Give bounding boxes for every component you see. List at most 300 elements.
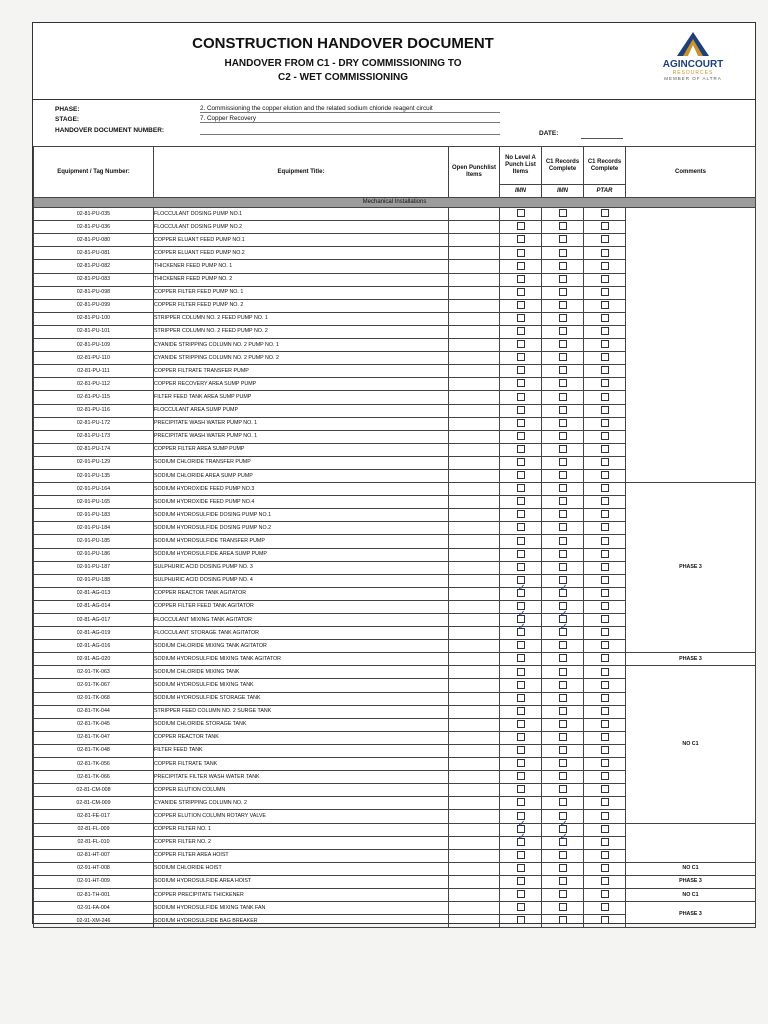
c1-records-ptar-checkbox[interactable] (601, 654, 609, 662)
equipment-title: COPPER ELUANT FEED PUMP NO.1 (154, 234, 449, 247)
checkbox-cell (584, 744, 626, 757)
c1-records-checkbox[interactable] (559, 406, 567, 414)
c1-records-ptar-checkbox[interactable] (601, 262, 609, 270)
c1-records-ptar-checkbox[interactable] (601, 812, 609, 820)
checkbox-cell (500, 784, 542, 797)
no-level-a-checkbox[interactable] (517, 471, 525, 479)
c1-records-checkbox[interactable] (559, 589, 567, 597)
c1-records-checkbox[interactable] (559, 314, 567, 322)
c1-records-ptar-checkbox[interactable] (601, 641, 609, 649)
no-level-a-checkbox[interactable] (517, 864, 525, 872)
equipment-tag: 02-81-TK-044 (34, 705, 154, 718)
comment-cell: PHASE 3 (626, 875, 756, 888)
checkbox-cell (500, 888, 542, 901)
c1-records-checkbox[interactable] (559, 733, 567, 741)
open-punchlist-cell (449, 469, 500, 482)
header-tag: Equipment / Tag Number: (34, 147, 154, 198)
c1-records-ptar-checkbox[interactable] (601, 877, 609, 885)
no-level-a-checkbox[interactable] (517, 550, 525, 558)
no-level-a-checkbox[interactable] (517, 681, 525, 689)
checkbox-cell (584, 784, 626, 797)
checkbox-cell (500, 496, 542, 509)
c1-records-ptar-checkbox[interactable] (601, 340, 609, 348)
no-level-a-checkbox[interactable] (517, 838, 525, 846)
no-level-a-checkbox[interactable] (517, 654, 525, 662)
c1-records-checkbox[interactable] (559, 772, 567, 780)
equipment-tag: 02-81-FE-017 (34, 810, 154, 823)
c1-records-checkbox[interactable] (559, 484, 567, 492)
c1-records-checkbox[interactable] (559, 301, 567, 309)
checkbox-cell (500, 430, 542, 443)
equipment-tag: 02-81-PU-082 (34, 260, 154, 273)
c1-records-ptar-checkbox[interactable] (601, 523, 609, 531)
no-level-a-checkbox[interactable] (517, 445, 525, 453)
header-no-level-a: No Level A Punch List Items (500, 147, 542, 185)
checkbox-cell (584, 299, 626, 312)
c1-records-ptar-checkbox[interactable] (601, 209, 609, 217)
c1-records-checkbox[interactable] (559, 654, 567, 662)
no-level-a-checkbox[interactable] (517, 209, 525, 217)
no-level-a-checkbox[interactable] (517, 851, 525, 859)
checkbox-cell (584, 614, 626, 627)
comment-cell: PHASE 3 (626, 653, 756, 666)
checkbox-cell (500, 797, 542, 810)
c1-records-ptar-checkbox[interactable] (601, 785, 609, 793)
c1-records-checkbox[interactable] (559, 641, 567, 649)
equipment-title: CYANIDE STRIPPING COLUMN NO. 2 (154, 797, 449, 810)
c1-records-checkbox[interactable] (559, 510, 567, 518)
no-level-a-checkbox[interactable] (517, 353, 525, 361)
checkbox-cell (542, 862, 584, 875)
c1-records-ptar-checkbox[interactable] (601, 445, 609, 453)
checkbox-cell (500, 548, 542, 561)
c1-records-checkbox[interactable] (559, 353, 567, 361)
open-punchlist-cell (449, 221, 500, 234)
open-punchlist-cell (449, 731, 500, 744)
equipment-title: COPPER FILTER AREA SUMP PUMP (154, 443, 449, 456)
open-punchlist-cell (449, 417, 500, 430)
checkbox-cell (584, 574, 626, 587)
no-level-a-checkbox[interactable] (517, 301, 525, 309)
equipment-title: FLOCCULANT AREA SUMP PUMP (154, 404, 449, 417)
c1-records-ptar-checkbox[interactable] (601, 393, 609, 401)
c1-records-ptar-checkbox[interactable] (601, 275, 609, 283)
comment-cell: PHASE 3 (626, 483, 756, 653)
c1-records-checkbox[interactable] (559, 235, 567, 243)
checkbox-cell (584, 718, 626, 731)
open-punchlist-cell (449, 862, 500, 875)
no-level-a-checkbox[interactable] (517, 641, 525, 649)
equipment-tag: 02-81-PU-174 (34, 443, 154, 456)
comment-cell: NO C1 (626, 888, 756, 901)
checkbox-cell (542, 771, 584, 784)
c1-records-ptar-checkbox[interactable] (601, 733, 609, 741)
no-level-a-checkbox[interactable] (517, 720, 525, 728)
c1-records-ptar-checkbox[interactable] (601, 628, 609, 636)
c1-records-checkbox[interactable] (559, 523, 567, 531)
open-punchlist-cell (449, 692, 500, 705)
checkbox-cell (542, 469, 584, 482)
c1-records-ptar-checkbox[interactable] (601, 668, 609, 676)
open-punchlist-cell (449, 456, 500, 469)
no-level-a-checkbox[interactable] (517, 458, 525, 466)
checkbox-cell (500, 535, 542, 548)
no-level-a-checkbox[interactable] (517, 903, 525, 911)
equipment-tag: 02-81-FL-010 (34, 836, 154, 849)
checkbox-cell (500, 744, 542, 757)
equipment-tag: 02-91-XM-246 (34, 915, 154, 928)
c1-records-ptar-checkbox[interactable] (601, 563, 609, 571)
c1-records-checkbox[interactable] (559, 458, 567, 466)
equipment-tag: 02-81-PU-081 (34, 247, 154, 260)
comment-cell: NO C1 (626, 862, 756, 875)
equipment-tag: 02-81-PU-101 (34, 325, 154, 338)
c1-records-ptar-checkbox[interactable] (601, 916, 609, 924)
checkbox-cell (584, 548, 626, 561)
equipment-title: SULPHURIC ACID DOSING PUMP NO. 4 (154, 574, 449, 587)
no-level-a-checkbox[interactable] (517, 746, 525, 754)
no-level-a-checkbox[interactable] (517, 314, 525, 322)
c1-records-checkbox[interactable] (559, 340, 567, 348)
equipment-title: COPPER REACTOR TANK AGITATOR (154, 587, 449, 600)
c1-records-ptar-checkbox[interactable] (601, 772, 609, 780)
open-punchlist-cell (449, 640, 500, 653)
no-level-a-checkbox[interactable] (517, 275, 525, 283)
no-level-a-checkbox[interactable] (517, 379, 525, 387)
c1-records-ptar-checkbox[interactable] (601, 550, 609, 558)
c1-records-checkbox[interactable] (559, 720, 567, 728)
c1-records-checkbox[interactable] (559, 366, 567, 374)
c1-records-checkbox[interactable] (559, 681, 567, 689)
c1-records-checkbox[interactable] (559, 222, 567, 230)
open-punchlist-cell (449, 784, 500, 797)
no-level-a-checkbox[interactable] (517, 393, 525, 401)
c1-records-ptar-checkbox[interactable] (601, 406, 609, 414)
equipment-tag: 02-91-PU-129 (34, 456, 154, 469)
open-punchlist-cell (449, 836, 500, 849)
c1-records-ptar-checkbox[interactable] (601, 838, 609, 846)
table-row (34, 862, 756, 875)
equipment-title: SODIUM HYDROSULFIDE DOSING PUMP NO.1 (154, 509, 449, 522)
c1-records-checkbox[interactable] (559, 694, 567, 702)
c1-records-ptar-checkbox[interactable] (601, 615, 609, 623)
checkbox-cell (584, 430, 626, 443)
c1-records-checkbox[interactable] (559, 877, 567, 885)
table-row (34, 666, 756, 679)
table-row (34, 902, 756, 915)
equipment-tag: 02-81-PU-111 (34, 365, 154, 378)
company-logo (633, 31, 753, 81)
c1-records-checkbox[interactable] (559, 249, 567, 257)
checkbox-cell (584, 653, 626, 666)
checkbox-cell (584, 849, 626, 862)
c1-records-checkbox[interactable] (559, 445, 567, 453)
checkbox-cell (542, 312, 584, 325)
no-level-a-checkbox[interactable] (517, 890, 525, 898)
c1-records-ptar-checkbox[interactable] (601, 458, 609, 466)
equipment-tag: 02-81-PU-080 (34, 234, 154, 247)
checkbox-cell (584, 365, 626, 378)
document-title: CONSTRUCTION HANDOVER DOCUMENT (192, 35, 494, 52)
c1-records-checkbox[interactable] (559, 209, 567, 217)
equipment-tag: 02-81-PU-116 (34, 404, 154, 417)
date-field[interactable] (581, 138, 623, 139)
checkbox-cell (500, 875, 542, 888)
c1-records-ptar-checkbox[interactable] (601, 890, 609, 898)
checkbox-cell (542, 391, 584, 404)
open-punchlist-cell (449, 600, 500, 613)
no-level-a-checkbox[interactable] (517, 694, 525, 702)
header-open-punchlist: Open Punchlist Items (449, 147, 500, 198)
checkbox-cell (542, 234, 584, 247)
checkbox-cell (500, 653, 542, 666)
c1-records-ptar-checkbox[interactable] (601, 720, 609, 728)
checkbox-cell (584, 312, 626, 325)
equipment-title: SODIUM CHLORIDE TRANSFER PUMP (154, 456, 449, 469)
equipment-tag: 02-81-AG-013 (34, 587, 154, 600)
no-level-a-checkbox[interactable] (517, 235, 525, 243)
c1-records-ptar-checkbox[interactable] (601, 353, 609, 361)
checkbox-cell (500, 915, 542, 928)
section-row (34, 198, 756, 208)
no-level-a-checkbox[interactable] (517, 288, 525, 296)
open-punchlist-cell (449, 666, 500, 679)
c1-records-checkbox[interactable] (559, 785, 567, 793)
checkbox-cell (584, 496, 626, 509)
checkbox-cell (542, 849, 584, 862)
table-row (34, 208, 756, 221)
c1-records-ptar-checkbox[interactable] (601, 497, 609, 505)
c1-records-checkbox[interactable] (559, 432, 567, 440)
equipment-title: STRIPPER COLUMN NO. 2 FEED PUMP NO. 2 (154, 325, 449, 338)
checkbox-cell (584, 902, 626, 915)
no-level-a-checkbox[interactable] (517, 628, 525, 636)
checkbox-cell (584, 208, 626, 221)
table-row (34, 823, 756, 836)
c1-records-checkbox[interactable] (559, 707, 567, 715)
c1-records-ptar-checkbox[interactable] (601, 301, 609, 309)
equipment-tag: 02-81-PU-109 (34, 339, 154, 352)
open-punchlist-cell (449, 273, 500, 286)
section-title: Mechanical Installations (34, 198, 756, 208)
c1-records-ptar-checkbox[interactable] (601, 366, 609, 374)
checkbox-cell (584, 640, 626, 653)
c1-records-checkbox[interactable] (559, 288, 567, 296)
c1-records-ptar-checkbox[interactable] (601, 314, 609, 322)
open-punchlist-cell (449, 888, 500, 901)
equipment-title: PRECIPITATE WASH WATER PUMP NO. 1 (154, 417, 449, 430)
c1-records-ptar-checkbox[interactable] (601, 510, 609, 518)
equipment-title: FLOCCULANT STORAGE TANK AGITATOR (154, 627, 449, 640)
c1-records-checkbox[interactable] (559, 838, 567, 846)
equipment-tag: 02-81-PU-083 (34, 273, 154, 286)
checkbox-cell (542, 286, 584, 299)
no-level-a-checkbox[interactable] (517, 484, 525, 492)
handover-number-label: HANDOVER DOCUMENT NUMBER: (55, 127, 165, 134)
checkbox-cell (542, 273, 584, 286)
c1-records-ptar-checkbox[interactable] (601, 694, 609, 702)
checkbox-cell (584, 771, 626, 784)
checkbox-cell (542, 797, 584, 810)
no-level-a-checkbox[interactable] (517, 589, 525, 597)
checkbox-cell (584, 679, 626, 692)
no-level-a-checkbox[interactable] (517, 759, 525, 767)
c1-records-ptar-checkbox[interactable] (601, 864, 609, 872)
checkbox-cell (500, 522, 542, 535)
logo-subtitle: RESOURCES (672, 70, 714, 76)
equipment-tag: 02-81-AG-017 (34, 614, 154, 627)
no-level-a-checkbox[interactable] (517, 523, 525, 531)
checkbox-cell (500, 234, 542, 247)
equipment-title: SODIUM CHLORIDE MIXING TANK (154, 666, 449, 679)
open-punchlist-cell (449, 797, 500, 810)
equipment-title: CYANIDE STRIPPING COLUMN NO. 2 PUMP NO. 2 (154, 352, 449, 365)
comment-cell (626, 208, 756, 483)
open-punchlist-cell (449, 234, 500, 247)
checkbox-cell (500, 417, 542, 430)
c1-records-checkbox[interactable] (559, 903, 567, 911)
no-level-a-checkbox[interactable] (517, 668, 525, 676)
checkbox-cell (542, 325, 584, 338)
checkbox-cell (542, 784, 584, 797)
c1-records-checkbox[interactable] (559, 379, 567, 387)
c1-records-ptar-checkbox[interactable] (601, 589, 609, 597)
no-level-a-checkbox[interactable] (517, 510, 525, 518)
equipment-tag: 02-81-TK-045 (34, 718, 154, 731)
equipment-tag: 02-81-TH-001 (34, 888, 154, 901)
checkbox-cell (584, 692, 626, 705)
no-level-a-checkbox[interactable] (517, 733, 525, 741)
checkbox-cell (584, 273, 626, 286)
c1-records-ptar-checkbox[interactable] (601, 249, 609, 257)
equipment-title: CYANIDE STRIPPING COLUMN NO. 2 PUMP NO. 1 (154, 339, 449, 352)
c1-records-checkbox[interactable] (559, 851, 567, 859)
checkbox-cell (500, 365, 542, 378)
equipment-title: SODIUM CHLORIDE HOIST (154, 862, 449, 875)
table-row (34, 483, 756, 496)
c1-records-ptar-checkbox[interactable] (601, 327, 609, 335)
c1-records-checkbox[interactable] (559, 537, 567, 545)
c1-records-checkbox[interactable] (559, 419, 567, 427)
no-level-a-checkbox[interactable] (517, 406, 525, 414)
no-level-a-checkbox[interactable] (517, 340, 525, 348)
open-punchlist-cell (449, 561, 500, 574)
c1-records-ptar-checkbox[interactable] (601, 746, 609, 754)
no-level-a-checkbox[interactable] (517, 249, 525, 257)
no-level-a-checkbox[interactable] (517, 537, 525, 545)
c1-records-checkbox[interactable] (559, 628, 567, 636)
logo-member-text: MEMBER OF ALTRA (664, 76, 722, 81)
no-level-a-checkbox[interactable] (517, 222, 525, 230)
no-level-a-checkbox[interactable] (517, 497, 525, 505)
equipment-title: SODIUM HYDROSULFIDE DOSING PUMP NO.2 (154, 522, 449, 535)
no-level-a-checkbox[interactable] (517, 432, 525, 440)
c1-records-ptar-checkbox[interactable] (601, 707, 609, 715)
c1-records-checkbox[interactable] (559, 798, 567, 806)
open-punchlist-cell (449, 483, 500, 496)
open-punchlist-cell (449, 299, 500, 312)
no-level-a-checkbox[interactable] (517, 916, 525, 924)
c1-records-ptar-checkbox[interactable] (601, 222, 609, 230)
checkbox-cell (542, 627, 584, 640)
open-punchlist-cell (449, 208, 500, 221)
equipment-tag: 02-81-PU-173 (34, 430, 154, 443)
c1-records-ptar-checkbox[interactable] (601, 471, 609, 479)
c1-records-ptar-checkbox[interactable] (601, 432, 609, 440)
c1-records-checkbox[interactable] (559, 262, 567, 270)
no-level-a-checkbox[interactable] (517, 707, 525, 715)
no-level-a-checkbox[interactable] (517, 772, 525, 780)
c1-records-checkbox[interactable] (559, 668, 567, 676)
c1-records-ptar-checkbox[interactable] (601, 903, 609, 911)
checkbox-cell (584, 600, 626, 613)
checkbox-cell (584, 587, 626, 600)
no-level-a-checkbox[interactable] (517, 262, 525, 270)
checkbox-cell (584, 417, 626, 430)
c1-records-ptar-checkbox[interactable] (601, 235, 609, 243)
c1-records-ptar-checkbox[interactable] (601, 419, 609, 427)
equipment-tag: 02-81-TK-066 (34, 771, 154, 784)
c1-records-checkbox[interactable] (559, 746, 567, 754)
equipment-title: COPPER FILTER NO. 2 (154, 836, 449, 849)
equipment-title: COPPER FILTER FEED TANK AGITATOR (154, 600, 449, 613)
c1-records-ptar-checkbox[interactable] (601, 602, 609, 610)
c1-records-checkbox[interactable] (559, 393, 567, 401)
c1-records-ptar-checkbox[interactable] (601, 798, 609, 806)
c1-records-ptar-checkbox[interactable] (601, 851, 609, 859)
c1-records-ptar-checkbox[interactable] (601, 825, 609, 833)
no-level-a-checkbox[interactable] (517, 327, 525, 335)
c1-records-ptar-checkbox[interactable] (601, 759, 609, 767)
c1-records-checkbox[interactable] (559, 890, 567, 898)
no-level-a-checkbox[interactable] (517, 366, 525, 374)
no-level-a-checkbox[interactable] (517, 798, 525, 806)
no-level-a-checkbox[interactable] (517, 785, 525, 793)
c1-records-checkbox[interactable] (559, 497, 567, 505)
equipment-title: SODIUM HYDROSULFIDE BAG BREAKER (154, 915, 449, 928)
c1-records-checkbox[interactable] (559, 864, 567, 872)
c1-records-checkbox[interactable] (559, 275, 567, 283)
c1-records-ptar-checkbox[interactable] (601, 537, 609, 545)
c1-records-ptar-checkbox[interactable] (601, 681, 609, 689)
equipment-tag: 02-91-PU-183 (34, 509, 154, 522)
c1-records-checkbox[interactable] (559, 327, 567, 335)
table-row (34, 875, 756, 888)
no-level-a-checkbox[interactable] (517, 563, 525, 571)
no-level-a-checkbox[interactable] (517, 419, 525, 427)
c1-records-checkbox[interactable] (559, 471, 567, 479)
equipment-title: PRECIPITATE WASH WATER PUMP NO. 1 (154, 430, 449, 443)
c1-records-checkbox[interactable] (559, 550, 567, 558)
c1-records-ptar-checkbox[interactable] (601, 379, 609, 387)
equipment-tag: 02-91-PU-164 (34, 483, 154, 496)
document-subtitle-line2: C2 - WET COMMISSIONING (278, 72, 408, 83)
checkbox-cell (584, 627, 626, 640)
equipment-tag: 02-81-PU-098 (34, 286, 154, 299)
handover-number-field[interactable] (200, 127, 500, 135)
c1-records-ptar-checkbox[interactable] (601, 576, 609, 584)
c1-records-ptar-checkbox[interactable] (601, 484, 609, 492)
equipment-title: SODIUM CHLORIDE MIXING TANK AGITATOR (154, 640, 449, 653)
stage-value: 7. Copper Recovery (200, 115, 500, 123)
no-level-a-checkbox[interactable] (517, 877, 525, 885)
c1-records-ptar-checkbox[interactable] (601, 288, 609, 296)
c1-records-checkbox[interactable] (559, 916, 567, 924)
open-punchlist-cell (449, 902, 500, 915)
checkbox-cell (584, 509, 626, 522)
c1-records-checkbox[interactable] (559, 563, 567, 571)
c1-records-checkbox[interactable] (559, 759, 567, 767)
